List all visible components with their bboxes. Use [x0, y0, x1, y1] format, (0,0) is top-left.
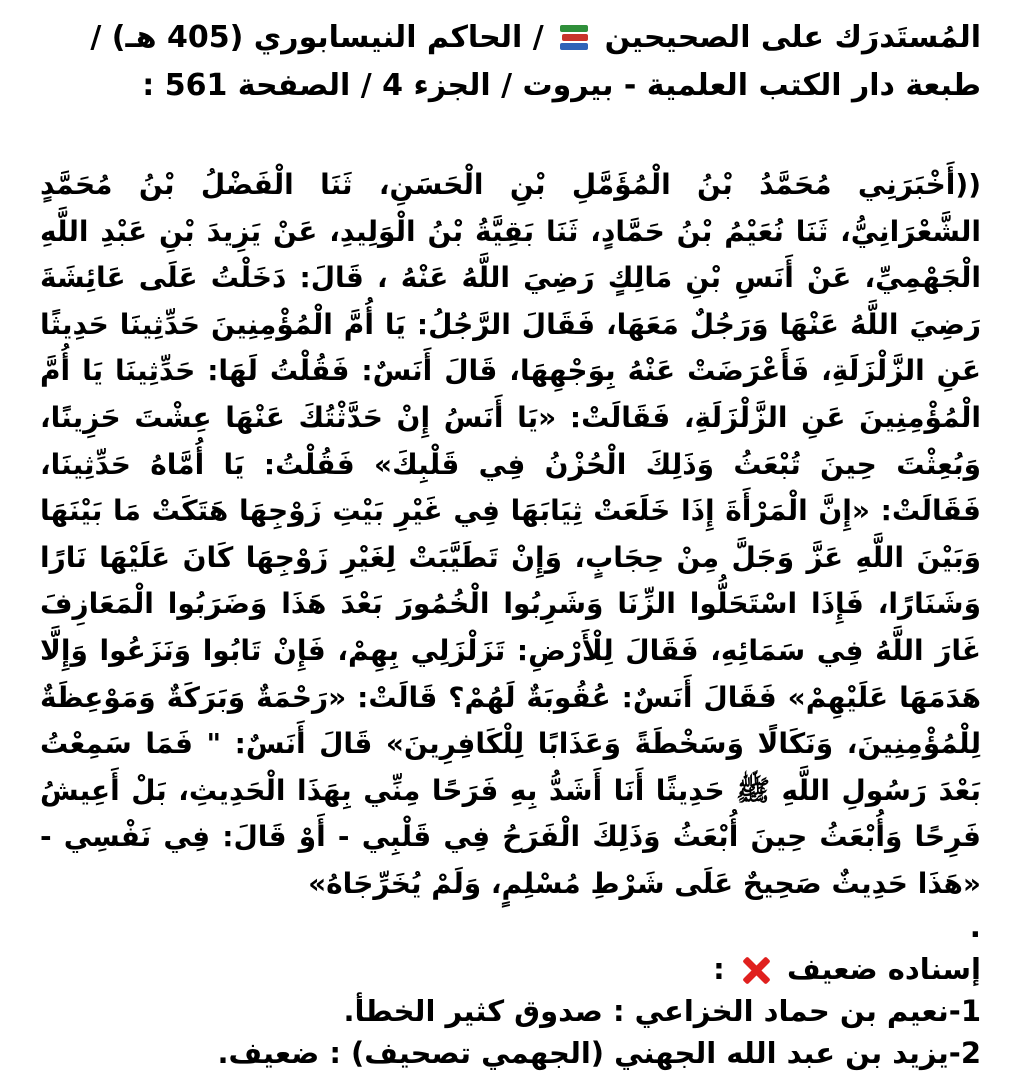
- grading-heading: [40, 948, 981, 990]
- cross-mark-icon: [741, 955, 771, 985]
- books-icon: [560, 25, 588, 51]
- header-line-1: [40, 14, 981, 62]
- grading-label: إسناده ضعيف: [786, 951, 981, 986]
- grading-colon: :: [713, 951, 725, 986]
- hadith-text: ((أَخْبَرَنِي مُحَمَّدُ بْنُ الْمُؤَمَّلِ بْنِ الْحَسَنِ، ثَنَا الْفَضْلُ بْنُ مُحَمَّدٍ الشَّعْرَانِيُّ، ثَنَا نُعَيْمُ بْنُ حَمَّادٍ، ثَنَا بَقِيَّةُ بْنُ الْوَلِيدِ، عَنْ يَزِيدَ بْنِ عَبْدِ اللَّهِ الْجَهْمِيِّ، عَنْ أَنَسِ بْنِ مَالِكٍ رَضِيَ اللَّهُ عَنْهُ ، قَالَ: دَخَلْتُ عَلَى عَائِشَةَ رَضِيَ اللَّهُ عَنْهَا وَرَجُلٌ مَعَهَا، فَقَالَ الرَّجُلُ: يَا أُمَّ الْمُؤْمِنِينَ حَدِّثِينَا حَدِيثًا عَنِ الزَّلْزَلَةِ، فَأَعْرَضَتْ عَنْهُ بِوَجْهِهَا، قَالَ أَنَسٌ: فَقُلْتُ لَهَا: حَدِّثِينَا يَا أُمَّ الْمُؤْمِنِينَ عَنِ الزَّلْزَلَةِ، فَقَالَتْ: «يَا أَنَسُ إِنْ حَدَّثْتُكَ عَنْهَا عِشْتَ حَزِينًا، وَبُعِثْتَ حِينَ تُبْعَثُ وَذَلِكَ الْحُزْنُ فِي قَلْبِكَ» فَقُلْتُ: يَا أُمَّاهُ حَدِّثِينَا، فَقَالَتْ: «إِنَّ الْمَرْأَةَ إِذَا خَلَعَتْ ثِيَابَهَا فِي غَيْرِ بَيْتِ زَوْجِهَا هَتَكَتْ مَا بَيْنَهَا وَبَيْنَ اللَّهِ عَزَّ وَجَلَّ مِنْ حِجَابٍ، وَإِنْ تَطَيَّبَتْ لِغَيْرِ زَوْجِهَا كَانَ عَلَيْهَا نَارًا وَشَنَارًا، فَإِذَا اسْتَحَلُّوا الزِّنَا وَشَرِبُوا الْخُمُورَ بَعْدَ هَذَا وَضَرَبُوا الْمَعَازِفَ غَارَ اللَّهُ فِي سَمَائِهِ، فَقَالَ لِلْأَرْضِ: تَزَلْزَلِي بِهِمْ، فَإِنْ تَابُوا وَنَزَعُوا وَإِلَّا هَدَمَهَا عَلَيْهِمْ» فَقَالَ أَنَسٌ: عُقُوبَةٌ لَهُمْ؟ قَالَتْ: «رَحْمَةٌ وَبَرَكَةٌ وَمَوْعِظَةٌ لِلْمُؤْمِنِينَ، وَنَكَالًا وَسَخْطَةً وَعَذَابًا لِلْكَافِرِينَ» قَالَ أَنَسٌ: " فَمَا سَمِعْتُ بَعْدَ رَسُولِ اللَّهِ ﷺ حَدِيثًا أَنَا أَشَدُّ بِهِ فَرَحًا مِنِّي بِهَذَا الْحَدِيثِ، بَلْ أَعِيشُ فَرِحًا وَأُبْعَثُ حِينَ أُبْعَثُ وَذَلِكَ الْفَرَحُ فِي قَلْبِي - أَوْ قَالَ: فِي نَفْسِي - «هَذَا حَدِيثٌ صَحِيحٌ عَلَى شَرْطِ مُسْلِمٍ، وَلَمْ يُخَرِّجَاهُ»: [40, 168, 981, 900]
- separator-dot: .: [969, 909, 981, 945]
- grading-section: [40, 948, 981, 1074]
- author-name: / الحاكم النيسابوري (405 هـ) /: [90, 20, 544, 55]
- header-line-2: طبعة دار الكتب العلمية - بيروت / الجزء 4 / الصفحة 561 :: [142, 68, 981, 103]
- narrator-note-2: 2-يزيد بن عبد الله الجهني (الجهمي تصحيف) : ضعيف.: [217, 1035, 981, 1070]
- book-title: المُستَدرَك على الصحيحين: [604, 20, 981, 55]
- narrator-note-1: 1-نعيم بن حماد الخزاعي : صدوق كثير الخطأ.: [343, 993, 981, 1028]
- source-header: [40, 14, 981, 110]
